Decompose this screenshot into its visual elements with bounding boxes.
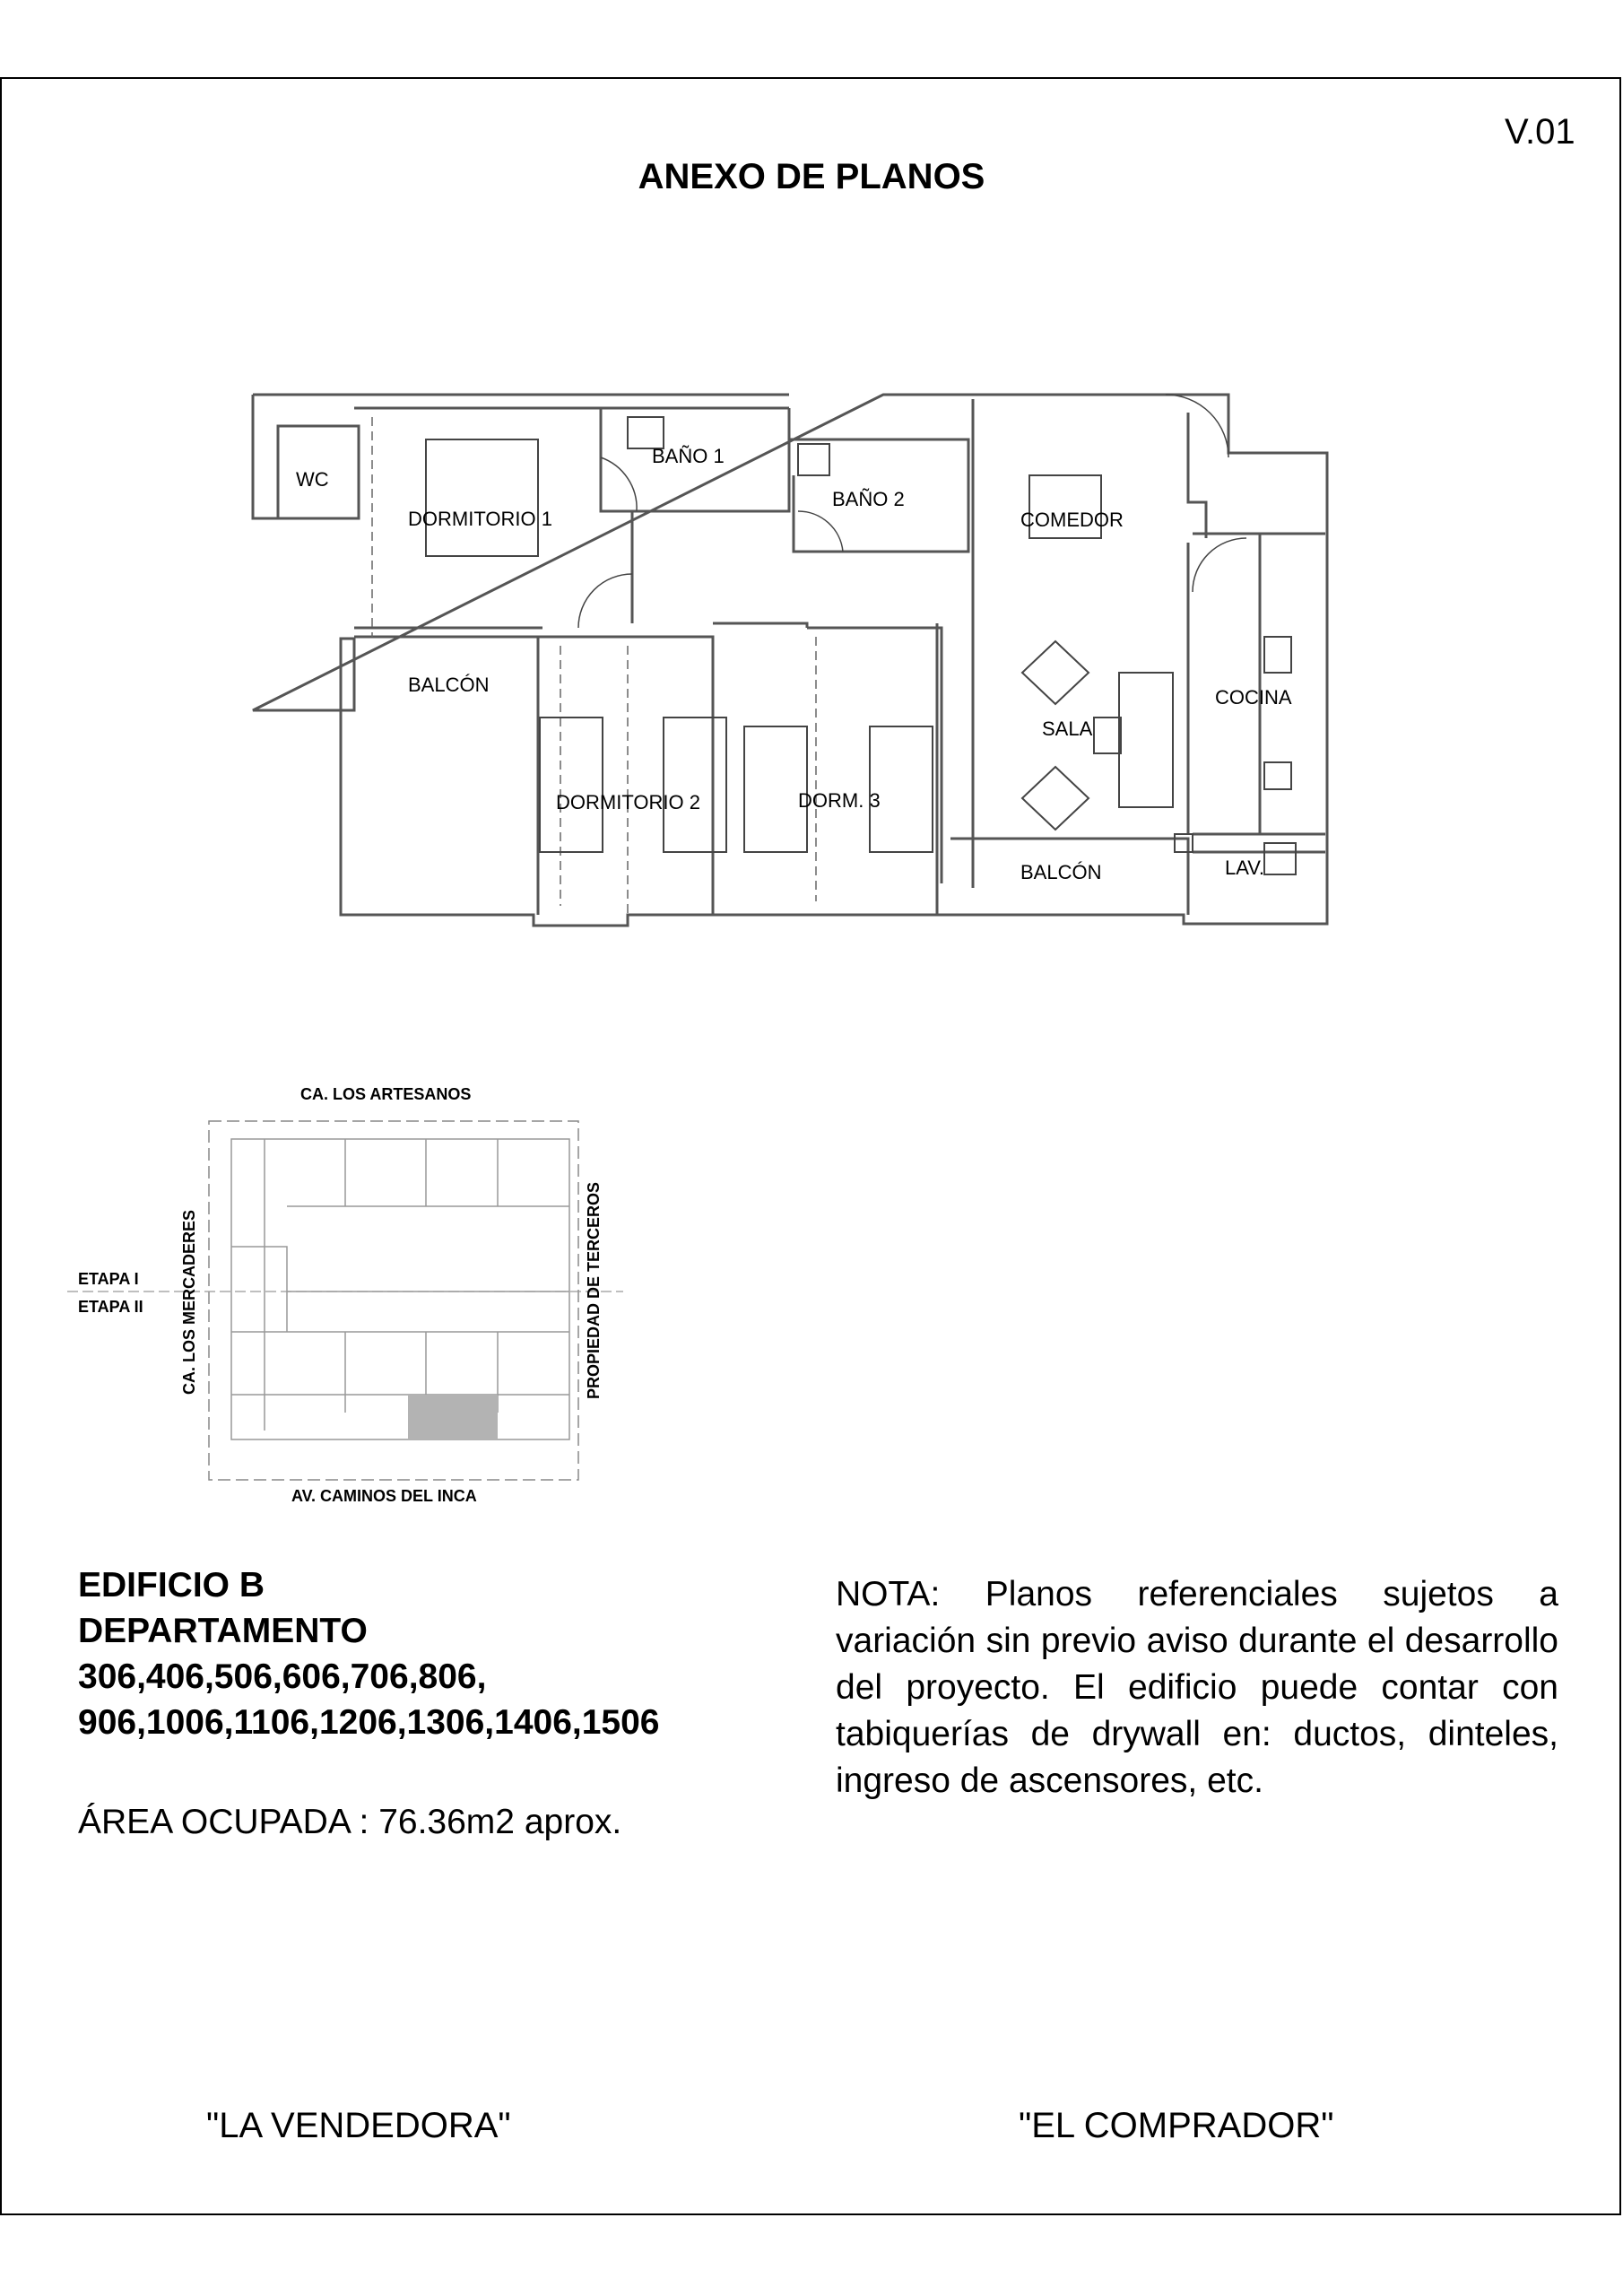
wc-walls (253, 395, 359, 518)
site-plan (67, 1072, 641, 1520)
unit-info (78, 1562, 660, 1745)
etapa1-label: ETAPA I (78, 1270, 139, 1288)
door-bano1 (601, 457, 637, 511)
building-name: EDIFICIO B (78, 1566, 265, 1605)
version-label: V.01 (1505, 112, 1575, 152)
room-label-cocina: COCINA (1215, 686, 1292, 709)
armchair-2 (1022, 767, 1089, 830)
department-heading: DEPARTAMENTO (78, 1612, 368, 1650)
corridor-walls (538, 511, 807, 915)
room-label-sala: SALA (1042, 718, 1093, 740)
kitchen-sink (1264, 762, 1291, 789)
room-label-dorm3: DORM. 3 (798, 789, 881, 812)
unit-location-highlight (408, 1395, 498, 1439)
bed-2a (540, 718, 603, 852)
bed-1 (426, 439, 538, 556)
occupied-area: ÁREA OCUPADA : 76.36m2 aprox. (78, 1803, 622, 1841)
sofa (1119, 673, 1173, 807)
unit-numbers-line1: 306,406,506,606,706,806, (78, 1657, 487, 1696)
bano2-sink (798, 444, 829, 475)
page-title: ANEXO DE PLANOS (638, 157, 985, 196)
dorm3-walls (807, 623, 942, 915)
room-label-bano1: BAÑO 1 (652, 445, 725, 467)
dashed-guides (372, 417, 816, 915)
room-label-dormitorio2: DORMITORIO 2 (556, 791, 700, 813)
east-property-label: PROPIEDAD DE TERCEROS (585, 1181, 603, 1399)
bano1-sink (628, 417, 664, 448)
street-south-label: AV. CAMINOS DEL INCA (291, 1487, 477, 1505)
room-label-dormitorio1: DORMITORIO 1 (408, 508, 552, 530)
seller-signature-label: "LA VENDEDORA" (206, 2106, 511, 2145)
armchair-1 (1022, 641, 1089, 704)
street-north-label: CA. LOS ARTESANOS (300, 1085, 472, 1103)
bed-2b (664, 718, 726, 852)
buyer-signature-label: "EL COMPRADOR" (1019, 2106, 1334, 2145)
door-bano2 (798, 511, 843, 552)
street-west-label: CA. LOS MERCADERES (180, 1209, 198, 1395)
floor-plan (242, 386, 1345, 933)
unit-numbers-line2: 906,1006,1106,1206,1306,1406,1506 (78, 1703, 660, 1742)
door-entrance (1166, 395, 1228, 457)
room-label-balcon-bottom: BALCÓN (1020, 861, 1102, 883)
stove (1264, 637, 1291, 673)
coffee-table (1094, 718, 1121, 753)
living-walls (973, 399, 1206, 888)
door-kitchen (1193, 538, 1246, 592)
room-label-bano2: BAÑO 2 (832, 488, 905, 510)
block-divisions (231, 1139, 569, 1431)
room-label-comedor: COMEDOR (1020, 509, 1124, 531)
room-label-wc: WC (296, 468, 329, 491)
note-paragraph: NOTA: Planos referenciales sujetos a variación sin previo aviso durante el desarrollo del proyecto. El edificio puede contar con tabiquerías de drywall en: ductos, dinteles, ingreso de ascensores, etc. (836, 1575, 1558, 1800)
laundry-sink (1264, 843, 1296, 874)
door-dorm1 (578, 574, 632, 628)
laundry-machine (1175, 834, 1193, 852)
etapa2-label: ETAPA II (78, 1298, 143, 1316)
room-label-lav: LAV. (1225, 857, 1265, 879)
room-label-balcon-left: BALCÓN (408, 674, 490, 696)
